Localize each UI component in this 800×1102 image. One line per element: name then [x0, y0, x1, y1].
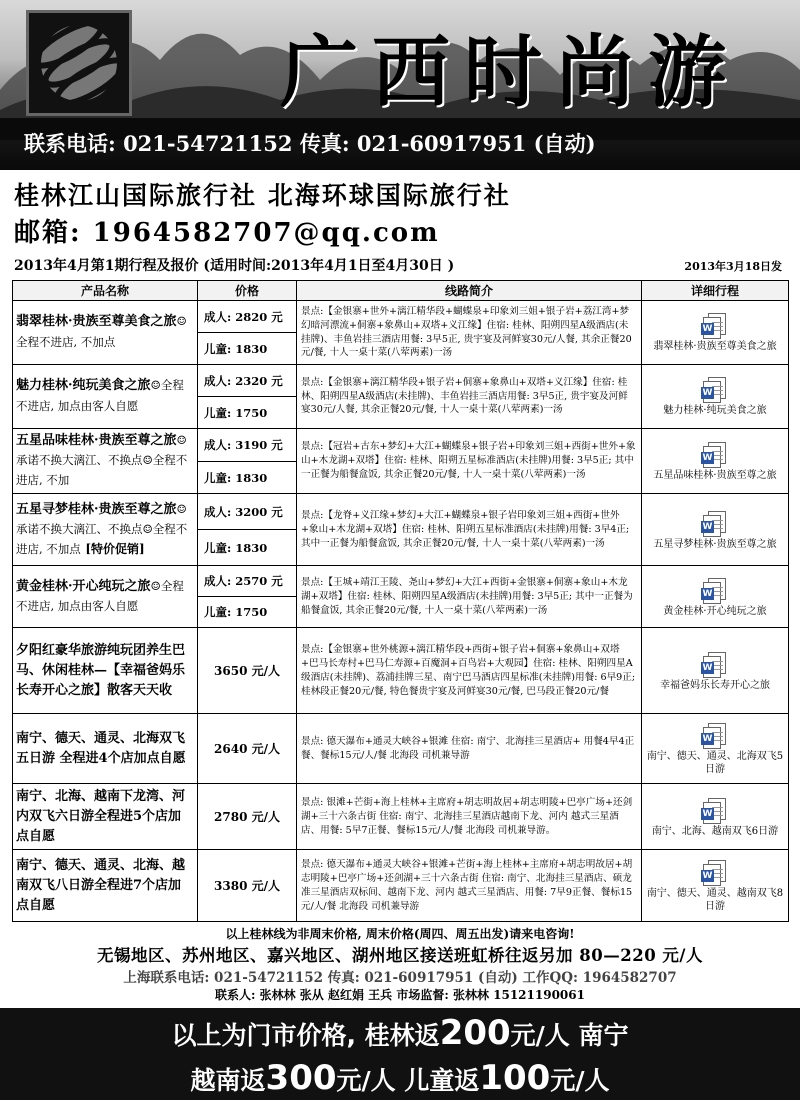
route-summary: 景点:【金银寨+世外桃源+漓江精华段+西街+银子岩+侗寨+象鼻山+双塔+巴马长寿村+巴马仁寿源+百魔洞+百鸟岩+大观园】住宿: 桂林、阳朔四星A级酒店(未挂牌)、荔浦挂牌三星、南宁巴马酒店四星标准(未挂牌)用餐: 6早9正; 桂林段正餐20元/餐, 特色餐贵宇宴及河鲜宴30元/餐, 巴马段正餐20元/餐 — [297, 628, 642, 714]
product-name-cell — [13, 784, 198, 850]
route-summary: 景点:【冠岩+古东+梦幻+大江+蝴蝶泉+银子岩+印象刘三姐+西街+世外+象山+木龙湖+双塔】住宿: 桂林、阳朔五星标准酒店(未挂牌)用餐: 3早5正; 其中一正餐为船餐盒饭, 其余正餐20元/餐, 十人一桌十菜(八荤两素)一汤 — [297, 429, 642, 494]
detail-itinerary-link[interactable] — [642, 365, 789, 429]
contact-persons: 联系人: 张林林 张从 赵红娟 王兵 市场监督: 张林林 15121190061 — [215, 988, 585, 1003]
product-name-cell — [13, 429, 198, 494]
product-note: ☺全程不进店, 加点由客人自愿 — [16, 578, 184, 613]
word-document-icon[interactable]: W — [701, 860, 729, 886]
detail-itinerary-link[interactable] — [642, 429, 789, 494]
agency-email: 邮箱: 1964582707@qq.com — [14, 218, 440, 248]
product-name-cell — [13, 494, 198, 566]
detail-itinerary-label: 黄金桂林·开心纯玩之旅 — [663, 605, 767, 617]
child-price: 儿童: 1830 — [198, 461, 297, 494]
product-name-cell — [13, 365, 198, 429]
route-summary: 景点:【金银寨+世外+漓江精华段+蝴蝶泉+印象刘三姐+银子岩+荔江湾+梦幻暗河漂流+侗寨+象鼻山+双塔+义江缘】住宿: 桂林、阳朔四星A级酒店(未挂牌)、丰鱼岩挂三酒店用餐: 3早5正, 贵宇宴及河鲜宴30元/人餐, 其余正餐20元/餐, 十人一桌十菜(八荤两素)一汤 — [297, 301, 642, 365]
col-header-detail: 详细行程 — [642, 281, 789, 301]
table-row — [13, 494, 789, 530]
rebate-banner — [0, 1008, 800, 1100]
table-row — [13, 628, 789, 714]
route-summary: 景点:【金银寨+漓江精华段+银子岩+侗寨+象鼻山+双塔+义江缘】住宿: 桂林、阳朔四星A级酒店(未挂牌)、丰鱼岩挂三酒店用餐: 3早5正, 贵宇宴及河鲜宴30元/人餐, 其余正餐20元/餐, 十人一桌十菜(八荤两素)一汤 — [297, 365, 642, 429]
product-name: 黄金桂林·开心纯玩之旅 — [16, 578, 151, 594]
header-banner — [0, 0, 800, 170]
route-summary: 景点: 德天瀑布+通灵大峡谷+银滩+芒街+海上桂林+主席府+胡志明故居+胡志明陵+巴亭广场+还剑湖+三十六条古街 住宿: 南宁、北海挂三星酒店、硕龙准三星酒店双标间、越南下龙、河内 越式三星酒店、用餐: 7早9正餐、餐标15元/人/餐 北海段 司机兼导游 — [297, 850, 642, 922]
word-document-icon[interactable]: W — [701, 377, 729, 403]
globe-logo-icon — [26, 10, 132, 116]
issue-date: 2013年3月18日发 — [684, 260, 782, 273]
word-document-icon[interactable]: W — [701, 442, 729, 468]
child-price: 儿童: 1830 — [198, 333, 297, 365]
word-document-icon[interactable]: W — [701, 578, 729, 604]
product-name: 翡翠桂林·贵族至尊美食之旅 — [16, 314, 177, 330]
product-name-cell — [13, 566, 198, 628]
table-header-row — [13, 281, 789, 301]
child-price: 儿童: 1830 — [198, 530, 297, 566]
product-name: 南宁、北海、越南下龙湾、河内双飞六日游全程进5个店加点自愿 — [16, 788, 186, 844]
contact-line: 联系电话: 021-54721152 传真: 021-60917951 (自动) — [0, 118, 800, 170]
route-summary: 景点:【龙脊+义江缘+梦幻+大江+蝴蝶泉+银子岩印象刘三姐+西街+世外+象山+木龙湖+双塔】住宿: 桂林、阳朔五星标准酒店(未挂牌)用餐: 3早4正; 其中一正餐为船餐盒饭, 其余正餐20元/餐, 十人一桌十菜(八荤两素)一汤 — [297, 494, 642, 566]
route-summary: 景点:【王城+靖江王陵、尧山+梦幻+大江+西街+金银寨+侗寨+象山+木龙湖+双塔】住宿: 桂林、阳朔四星A级酒店(未挂牌)用餐: 3早5正; 其中一正餐为船餐盒饭, 其余正餐20元/餐, 十人一桌十菜(八荤两素)一汤 — [297, 566, 642, 628]
col-header-price: 价格 — [198, 281, 297, 301]
word-document-icon[interactable]: W — [701, 511, 729, 537]
agency-names: 桂林江山国际旅行社 北海环球国际旅行社 — [14, 181, 511, 210]
table-row — [13, 301, 789, 333]
detail-itinerary-label: 南宁、北海、越南双飞6日游 — [651, 825, 779, 837]
weekend-note: 以上桂林线为非周末价格, 周末价格(周四、周五出发)请来电咨询! — [225, 927, 575, 942]
table-row — [13, 365, 789, 397]
footer-info — [0, 925, 800, 1003]
product-name-cell — [13, 301, 198, 365]
product-name: 魅力桂林·纯玩美食之旅 — [16, 378, 151, 394]
col-header-route: 线路简介 — [297, 281, 642, 301]
product-name: 五星品味桂林·贵族至尊之旅 — [16, 433, 177, 448]
col-header-product: 产品名称 — [13, 281, 198, 301]
adult-price: 成人: 2820 元 — [198, 301, 297, 333]
promo-badge: [特价促销] — [85, 541, 145, 556]
word-document-icon[interactable]: W — [701, 652, 729, 678]
issue-title: 2013年4月第1期行程及报价 (适用时间:2013年4月1日至4月30日 ) — [14, 258, 455, 274]
page-title: 广西时尚游 — [280, 28, 741, 118]
rebate-line-1: 以上为门市价格, 桂林返200元/人 南宁 — [171, 1013, 629, 1053]
price-cell: 3650 元/人 — [198, 628, 297, 714]
adult-price: 成人: 3200 元 — [198, 494, 297, 530]
detail-itinerary-link[interactable] — [642, 628, 789, 714]
product-name: 夕阳红豪华旅游纯玩团养生巴马、休闲桂林—【幸福爸妈乐长寿开心之旅】散客天天收 — [16, 642, 186, 698]
agency-block — [0, 170, 800, 249]
product-name: 五星寻梦桂林·贵族至尊之旅 — [16, 501, 177, 517]
product-name-cell — [13, 714, 198, 784]
detail-itinerary-label: 翡翠桂林·贵族至尊美食之旅 — [653, 341, 777, 353]
word-document-icon[interactable]: W — [701, 723, 729, 749]
product-name-cell — [13, 628, 198, 714]
detail-itinerary-link[interactable] — [642, 566, 789, 628]
product-name: 南宁、德天、通灵、北海、越南双飞八日游全程进7个店加点自愿 — [16, 857, 186, 913]
detail-itinerary-link[interactable] — [642, 850, 789, 922]
product-note: ☺全程不进店, 加点由客人自愿 — [16, 378, 184, 413]
issue-line — [0, 249, 800, 275]
detail-itinerary-label: 五星寻梦桂林·贵族至尊之旅 — [653, 538, 777, 550]
adult-price: 成人: 3190 元 — [198, 429, 297, 462]
product-note: ☺承诺不换大漓江、不换点☺全程不进店, 不加 — [16, 433, 188, 488]
detail-itinerary-label: 魅力桂林·纯玩美食之旅 — [663, 405, 767, 417]
price-cell: 3380 元/人 — [198, 850, 297, 922]
route-summary: 景点: 德天瀑布+通灵大峡谷+银滩 住宿: 南宁、北海挂三星酒店+ 用餐4早4正餐、餐标15元/人/餐 北海段 司机兼导游 — [297, 714, 642, 784]
price-cell: 2640 元/人 — [198, 714, 297, 784]
child-price: 儿童: 1750 — [198, 397, 297, 429]
product-note: ☺全程不进店, 不加点 — [16, 314, 187, 349]
word-document-icon[interactable]: W — [701, 313, 729, 339]
table-row — [13, 566, 789, 597]
detail-itinerary-label: 南宁、德天、通灵、越南双飞8日游 — [646, 888, 784, 912]
table-row — [13, 850, 789, 922]
detail-itinerary-link[interactable] — [642, 784, 789, 850]
detail-itinerary-label: 幸福爸妈乐长寿开心之旅 — [660, 679, 770, 691]
product-name: 南宁、德天、通灵、北海双飞五日游 全程进4个店加点自愿 — [16, 730, 186, 766]
itinerary-table — [12, 280, 789, 922]
price-cell: 2780 元/人 — [198, 784, 297, 850]
adult-price: 成人: 2320 元 — [198, 365, 297, 397]
table-row — [13, 714, 789, 784]
adult-price: 成人: 2570 元 — [198, 566, 297, 597]
pickup-note: 无锡地区、苏州地区、嘉兴地区、湖州地区接送班虹桥往返另加 80—220 元/人 — [97, 946, 703, 966]
product-name-cell — [13, 850, 198, 922]
word-document-icon[interactable]: W — [701, 798, 729, 824]
detail-itinerary-link[interactable] — [642, 301, 789, 365]
route-summary: 景点: 银滩+芒街+海上桂林+主席府+胡志明故居+胡志明陵+巴亭广场+还剑湖+三十六条古街 住宿: 南宁、北海挂三星酒店越南下龙、河内 越式三星酒店、用餐: 5早7正餐、餐标15元/人/餐 北海段 司机兼导游。 — [297, 784, 642, 850]
detail-itinerary-link[interactable] — [642, 494, 789, 566]
table-row — [13, 429, 789, 462]
shanghai-contact: 上海联系电话: 021-54721152 传真: 021-60917951 (自动) 工作QQ: 1964582707 — [123, 970, 677, 987]
table-row — [13, 784, 789, 850]
detail-itinerary-link[interactable] — [642, 714, 789, 784]
detail-itinerary-label: 五星品味桂林·贵族至尊之旅 — [653, 469, 777, 481]
child-price: 儿童: 1750 — [198, 597, 297, 628]
product-note: ☺承诺不换大漓江、不换点☺全程不进店, 不加点 — [16, 501, 188, 556]
detail-itinerary-label: 南宁、德天、通灵、北海双飞5日游 — [646, 751, 784, 775]
rebate-line-2: 越南返300元/人 儿童返100元/人 — [190, 1058, 610, 1098]
